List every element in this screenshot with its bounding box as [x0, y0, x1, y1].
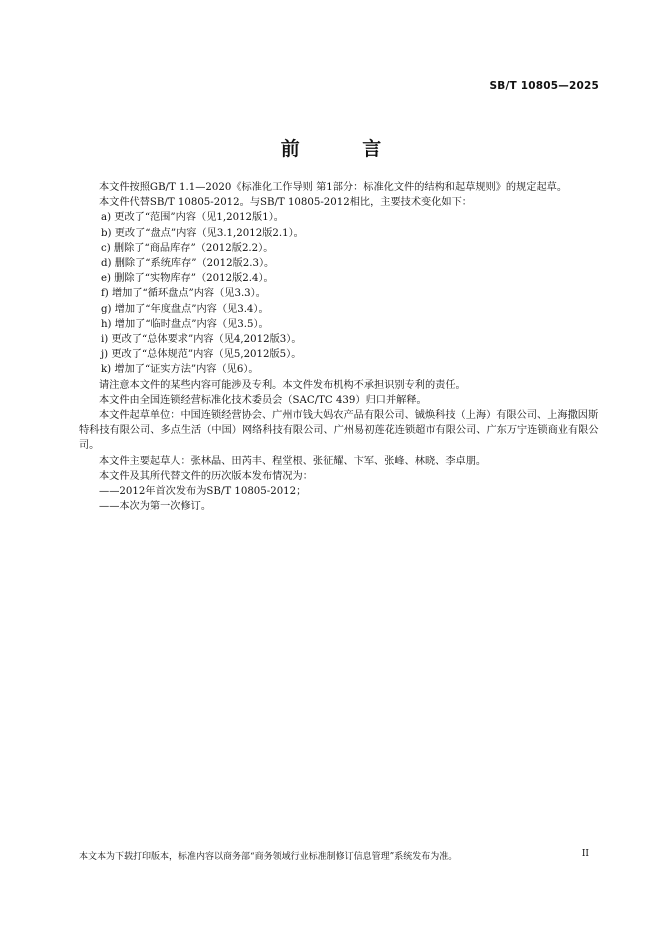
list-item: b) 更改了“盘点”内容（见3.1,2012版2.1）。	[101, 227, 304, 239]
technical-changes-list	[79, 210, 602, 377]
list-item: c) 删除了“商品库存”（2012版2.2）。	[101, 242, 274, 254]
footer-note: 本文本为下载打印版本，标准内容以商务部“商务领域行业标准制修订信息管理”系统发布为准。	[79, 852, 458, 862]
drafting-rule-paragraph: 本文件按照GB/T 1.1—2020《标准化工作导则 第1部分：标准化文件的结构和起草规则》的规定起草。	[99, 182, 568, 193]
list-item: i) 更改了“总体要求”内容（见4,2012版3）。	[101, 334, 302, 346]
page-title: 前 言	[280, 138, 410, 160]
page-number: II	[581, 849, 589, 859]
drafting-units-paragraph: 本文件起草单位：中国连锁经营协会、广州市钱大妈农产品有限公司、铖焕科技（上海）有限公司、上海撒因斯特科技有限公司、多点生活（中国）网络科技有限公司、广州易初莲花连锁超市有限公司、广东万宁连锁商业有限公司。	[79, 410, 599, 452]
list-item: g) 增加了“年度盘点”内容（见3.4）。	[101, 303, 269, 315]
history-intro-paragraph: 本文件及其所代替文件的历次版本发布情况为：	[99, 470, 313, 482]
replacement-paragraph: 本文件代替SB/T 10805-2012。与SB/T 10805-2012相比，主要技术变化如下：	[99, 197, 472, 209]
history-item: ——2012年首次发布为SB/T 10805-2012；	[99, 486, 307, 498]
patent-notice-paragraph: 请注意本文件的某些内容可能涉及专利。本文件发布机构不承担识别专利的责任。	[99, 379, 466, 391]
list-item: h) 增加了“临时盘点”内容（见3.5）。	[101, 318, 269, 330]
foreword-body	[79, 180, 602, 514]
committee-paragraph: 本文件由全国连锁经营标准化技术委员会（SAC/TC 439）归口并解释。	[99, 394, 427, 406]
list-item: a) 更改了“范围”内容（见1,2012版1）。	[101, 212, 284, 224]
list-item: d) 删除了“系统库存”（2012版2.3）。	[101, 258, 275, 270]
list-item: j) 更改了“总体规范”内容（见5,2012版5）。	[101, 349, 302, 361]
list-item: e) 删除了“实物库存”（2012版2.4）。	[101, 273, 274, 285]
history-item: ——本次为第一次修订。	[99, 501, 212, 513]
standard-number: SB/T 10805—2025	[489, 80, 599, 92]
list-item: k) 增加了“证实方法”内容（见6）。	[101, 364, 259, 376]
drafters-paragraph: 本文件主要起草人：张林晶、田芮丰、程堂根、张征耀、卞军、张峰、林晓、李卓朋。	[99, 455, 487, 467]
page-footer	[79, 849, 589, 862]
list-item: f) 增加了“循环盘点”内容（见3.3）。	[101, 288, 266, 300]
